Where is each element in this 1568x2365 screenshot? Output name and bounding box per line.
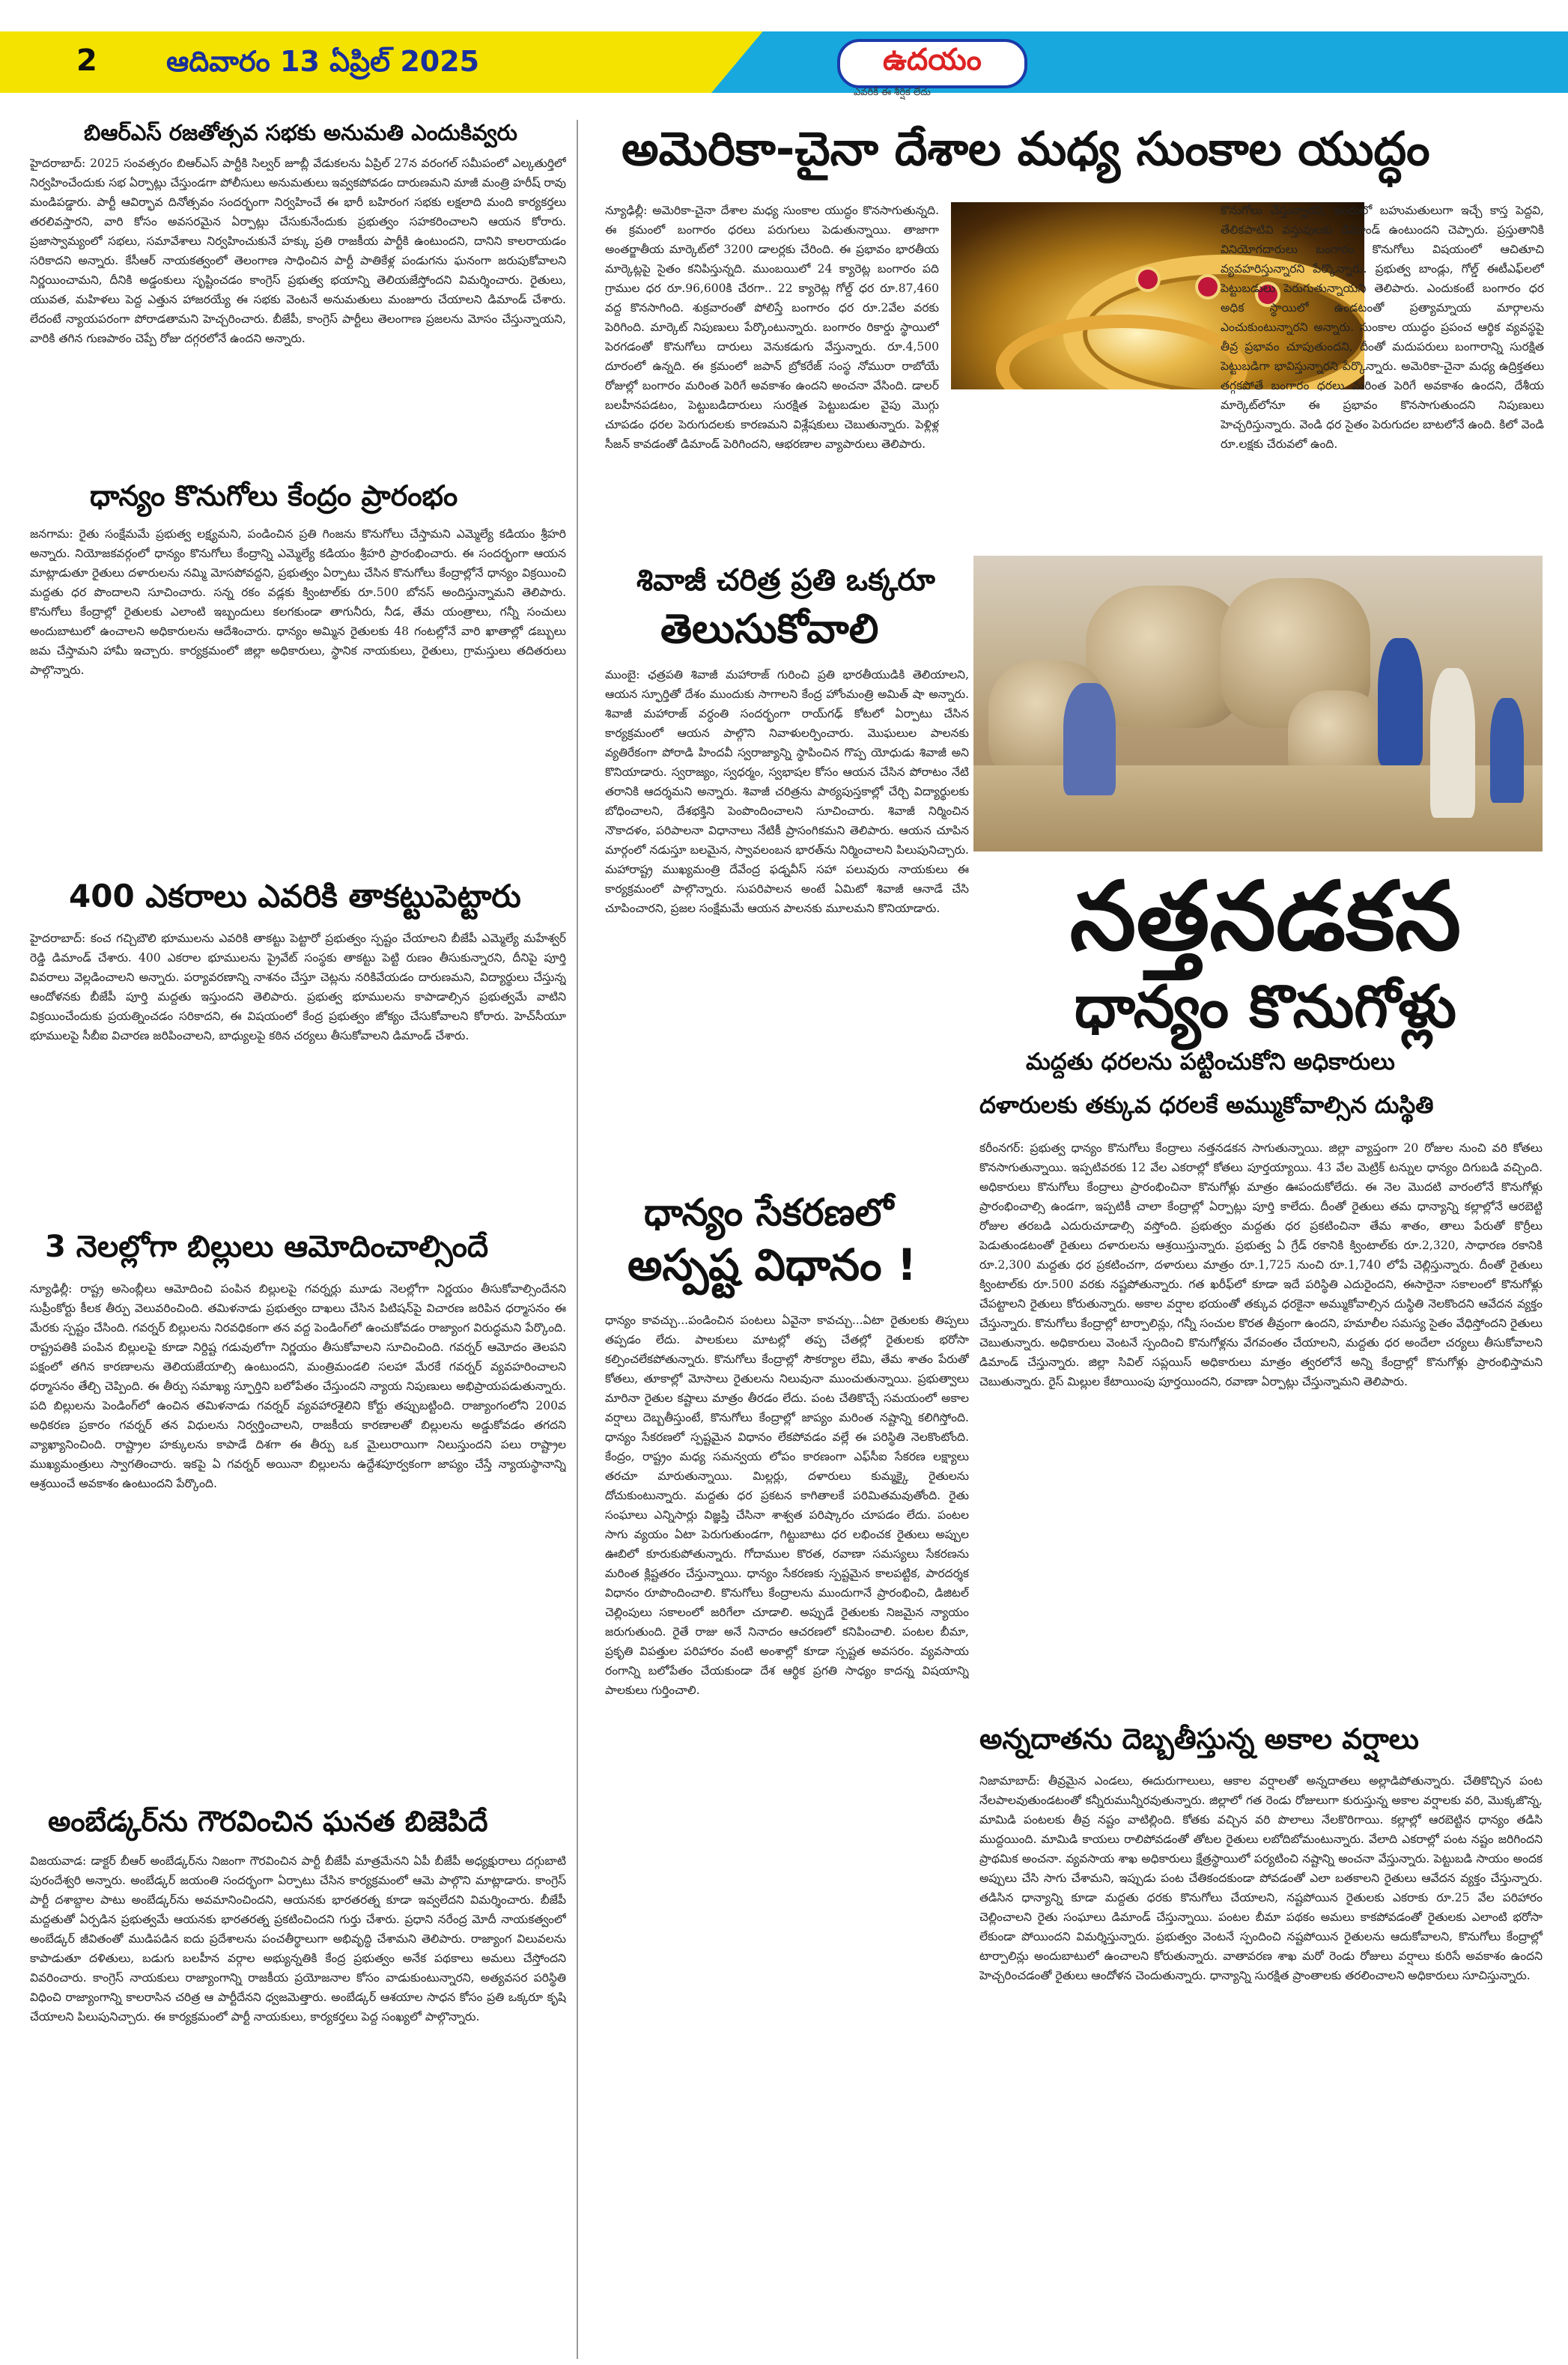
headline-dhanyam-konugollu: ధాన్యం కొనుగోళ్లు [1074,974,1457,1041]
article-nattanadaka-body: కరీంనగర్: ప్రభుత్వ ధాన్యం కొనుగోలు కేంద్రాలు నత్తనడకన సాగుతున్నాయి. జిల్లా వ్యాప్తంగా 20 రోజుల నుంచి వరి కోతలు కొనసాగుతున్నాయి. ఇప్పటివరకు 12 వేల ఎకరాల్లో కోతలు పూర్తయ్యాయి. 43 వేల మెట్రిక్ టన్నుల ధాన్యం దిగుబడి వచ్చింది. అధికారులు కొనుగోలు కేంద్రాలు ప్రారంభించినా కొనుగోళ్లు మాత్రం ఊపందుకోలేదు. ఈ నెల మొదటి వారంలోనే కొనుగోళ్లు ప్రారంభించాల్సి ఉండగా, ఇప్పటికీ చాలా కేంద్రాల్లో ఏర్పాట్లు పూర్తి కాలేదు. దీంతో రైతులు తమ ధాన్యాన్ని కల్లాల్లోనే ఆరబెట్టి రోజుల తరబడి ఎదురుచూడాల్సి వస్తోంది. ప్రభుత్వం మద్దతు ధర ప్రకటించినా తేమ శాతం, తాలు పేరుతో కొర్రీలు పెడుతుండటంతో రైతులు దళారులను ఆశ్రయిస్తున్నారు. ప్రభుత్వ ఏ గ్రేడ్ రకానికి క్వింటాల్‌కు రూ.2,320, సాధారణ రకానికి రూ.2,300 మద్దతు ధర ప్రకటించగా, దళారులు మాత్రం రూ.1,725 నుంచి రూ.1,740 లోపే చెల్లిస్తున్నారు. దీంతో రైతులు క్వింటాల్‌కు రూ.500 వరకు నష్టపోతున్నారు. గత ఖరీఫ్‌లో కూడా ఇదే పరిస్థితి ఎదురైందని, ఈసారైనా సకాలంలో కొనుగోళ్లు చేపట్టాలని రైతులు కోరుతున్నారు. అకాల వర్షాల భయంతో తక్కువ ధరకైనా అమ్ముకోవాల్సిన దుస్థితి నెలకొందని ఆవేదన వ్యక్తం చేస్తున్నారు. కొనుగోలు కేంద్రాల్లో టార్పాలిన్లు, గన్నీ సంచుల కొరత తీవ్రంగా ఉందని, హమాలీల సమస్య సైతం వేధిస్తోందని రైతులు చెబుతున్నారు. అధికారులు వెంటనే స్పందించి కొనుగోళ్లను వేగవంతం చేయాలని, మద్దతు ధర అందేలా చర్యలు తీసుకోవాలని డిమాండ్ చేస్తున్నారు. జిల్లా సివిల్ సప్లయిస్ అధికారులు మాత్రం త్వరలోనే అన్ని కేంద్రాల్లో కొనుగోళ్లు ప్రారంభిస్తామని చెబుతున్నారు. రైస్ మిల్లుల కేటాయింపు పూర్తయిందని, రవాణా ఏర్పాట్లు చేస్తున్నామని తెలిపారు. [979,1141,1543,1388]
headline-brs: బిఆర్ఎస్ రజతోత్సవ సభకు అనుమతి ఎందుకివ్వరు [84,120,517,145]
article-ambedkar-body: విజయవాడ: డాక్టర్ బీఆర్ అంబేడ్కర్‌ను నిజంగా గౌరవించిన పార్టీ బీజేపీ మాత్రమేనని ఏపీ బీజేపీ అధ్యక్షురాలు దగ్గుబాటి పురందేశ్వరి అన్నారు. అంబేడ్కర్ జయంతి సందర్భంగా ఏర్పాటు చేసిన కార్యక్రమంలో ఆమె పాల్గొని మాట్లాడారు. కాంగ్రెస్ పార్టీ దశాబ్దాల పాటు అంబేడ్కర్‌ను అవమానించిందని, ఆయనకు భారతరత్న కూడా ఇవ్వలేదని విమర్శించారు. బీజేపీ మద్దతుతో ఏర్పడిన ప్రభుత్వమే ఆయనకు భారతరత్న ప్రకటించిందని గుర్తు చేశారు. ప్రధాని నరేంద్ర మోదీ నాయకత్వంలో అంబేడ్కర్ జీవితంతో ముడిపడిన ఐదు ప్రదేశాలను పంచతీర్థాలుగా అభివృద్ధి చేశామని తెలిపారు. రాజ్యాంగ విలువలను కాపాడుతూ దళితులు, బడుగు బలహీన వర్గాల అభ్యున్నతికి కేంద్ర ప్రభుత్వం అనేక పథకాలు అమలు చేస్తోందని వివరించారు. కాంగ్రెస్ నాయకులు రాజ్యాంగాన్ని రాజకీయ ప్రయోజనాల కోసం వాడుకుంటున్నారని, అత్యవసర పరిస్థితి విధించి రాజ్యాంగాన్ని కాలరాసిన చరిత్ర ఆ పార్టీదేనని ధ్వజమెత్తారు. అంబేడ్కర్ ఆశయాల సాధన కోసం ప్రతి ఒక్కరూ కృషి చేయాలని పిలుపునిచ్చారు. ఈ కార్యక్రమంలో పార్టీ నాయకులు, కార్యకర్తలు పెద్ద సంఖ్యలో పాల్గొన్నారు. [30,1854,566,2024]
article-akala-body: నిజామాబాద్: తీవ్రమైన ఎండలు, ఈదురుగాలులు, ఆకాల వర్షాలతో అన్నదాతలు అల్లాడిపోతున్నారు. చేతికొచ్చిన పంట నేలపాలవుతుండటంతో కన్నీరుమున్నీరవుతున్నారు. జిల్లాలో గత రెండు రోజులుగా కురుస్తున్న అకాల వర్షాలకు వరి, మొక్కజొన్న, మామిడి పంటలకు తీవ్ర నష్టం వాటిల్లింది. కోతకు వచ్చిన వరి పొలాలు నేలకొరిగాయి. కల్లాల్లో ఆరబెట్టిన ధాన్యం తడిసి ముద్దయింది. మామిడి కాయలు రాలిపోవడంతో తోటల రైతులు లబోదిబోమంటున్నారు. వేలాది ఎకరాల్లో పంట నష్టం జరిగిందని ప్రాథమిక అంచనా. వ్యవసాయ శాఖ అధికారులు క్షేత్రస్థాయిలో పర్యటించి నష్టాన్ని అంచనా వేస్తున్నారు. పెట్టుబడి సాయం అందక అప్పులు చేసి సాగు చేశామని, ఇప్పుడు పంట చేతికందకుండా పోవడంతో ఎలా బతకాలని రైతులు ఆవేదన వ్యక్తం చేస్తున్నారు. తడిసిన ధాన్యాన్ని కూడా మద్దతు ధరకు కొనుగోలు చేయాలని, నష్టపోయిన రైతులకు ఎకరాకు రూ.25 వేల పరిహారం చెల్లించాలని రైతు సంఘాలు డిమాండ్ చేస్తున్నాయి. పంటల బీమా పథకం అమలు కాకపోవడంతో రైతులకు ఎలాంటి భరోసా లేకుండా పోయిందని విమర్శిస్తున్నారు. ప్రభుత్వం వెంటనే స్పందించి నష్టపోయిన రైతులను ఆదుకోవాలని, కొనుగోలు కేంద్రాల్లో టార్పాలిన్లు అందుబాటులో ఉంచాలని కోరుతున్నారు. వాతావరణ శాఖ మరో రెండు రోజులు వర్షాలు కురిసే అవకాశం ఉందని హెచ్చరించడంతో రైతులు ఆందోళన చెందుతున్నారు. ధాన్యాన్ని సురక్షిత ప్రాంతాలకు తరలించాలని అధికారులు సూచిస్తున్నారు. [979,1774,1543,1982]
article-bills-body: న్యూఢిల్లీ: రాష్ట్ర అసెంబ్లీలు ఆమోదించి పంపిన బిల్లులపై గవర్నర్లు మూడు నెలల్లోగా నిర్ణయం తీసుకోవాల్సిందేనని సుప్రీంకోర్టు కీలక తీర్పు వెలువరించింది. తమిళనాడు ప్రభుత్వం దాఖలు చేసిన పిటిషన్‌పై విచారణ జరిపిన ధర్మాసనం ఈ మేరకు స్పష్టం చేసింది. గవర్నర్ బిల్లులను నిరవధికంగా తన వద్ద పెండింగ్‌లో ఉంచుకోవడం రాజ్యాంగ విరుద్ధమని పేర్కొంది. రాష్ట్రపతికి పంపిన బిల్లులపై కూడా నిర్దిష్ట గడువులోగా నిర్ణయం తీసుకోవాలని సూచించింది. గవర్నర్ ఆమోదం తెలపని పక్షంలో తగిన కారణాలను తెలియజేయాల్సి ఉంటుందని, మంత్రిమండలి సలహా మేరకే గవర్నర్ వ్యవహరించాలని ధర్మాసనం తేల్చి చెప్పింది. ఈ తీర్పు సమాఖ్య స్ఫూర్తిని బలోపేతం చేస్తుందని న్యాయ నిపుణులు అభిప్రాయపడుతున్నారు. పది బిల్లులను పెండింగ్‌లో ఉంచిన తమిళనాడు గవర్నర్ వ్యవహారశైలిని కోర్టు తప్పుబట్టింది. రాజ్యాంగంలోని 200వ అధికరణ ప్రకారం గవర్నర్ తన విధులను నిర్వర్తించాలని, రాజకీయ కారణాలతో బిల్లులను అడ్డుకోవడం తగదని వ్యాఖ్యానించింది. రాష్ట్రాల హక్కులను కాపాడే దిశగా ఈ తీర్పు ఒక మైలురాయిగా నిలుస్తుందని పలు రాష్ట్రాల ముఖ్యమంత్రులు స్వాగతించారు. ఇకపై ఏ గవర్నర్ అయినా బిల్లులను ఉద్దేశపూర్వకంగా జాప్యం చేస్తే న్యాయస్థానాన్ని ఆశ్రయించే అవకాశం ఉంటుందని పేర్కొంది. [30,1282,566,1490]
article-brs-body: హైదరాబాద్: 2025 సంవత్సరం బిఆర్ఎస్ పార్టీకి సిల్వర్ జూబ్లీ వేడుకలను ఏప్రిల్ 27న వరంగల్ సమీపంలో ఎల్కతుర్తిలో నిర్వహించేందుకు సభ ఏర్పాట్లు చేస్తుండగా పోలీసులు అనుమతులు ఇవ్వకపోవడం దారుణమని మాజీ మంత్రి హరీష్ రావు మండిపడ్డారు. పార్టీ ఆవిర్భావ దినోత్సవం సందర్భంగా నిర్వహించే ఈ భారీ బహిరంగ సభకు లక్షలాది మంది కార్యకర్తలు తరలివస్తారని, వారి కోసం అవసరమైన ఏర్పాట్లు చేసుకునేందుకు ప్రభుత్వం సహకరించాలని ఆయన కోరారు. ప్రజాస్వామ్యంలో సభలు, సమావేశాలు నిర్వహించుకునే హక్కు ప్రతి రాజకీయ పార్టీకి ఉంటుందని, దానిని కాలరాయడం సరికాదని అన్నారు. కేసీఆర్ నాయకత్వంలో తెలంగాణ సాధించిన పార్టీ పాతికేళ్ల పండుగను ఘనంగా జరుపుకోవాలని నిర్ణయించామని, దీనికి అడ్డంకులు సృష్టించడం కాంగ్రెస్ ప్రభుత్వ భయాన్ని తెలియజేస్తోందని విమర్శించారు. రైతులు, యువత, మహిళలు పెద్ద ఎత్తున హాజరయ్యే ఈ సభకు వెంటనే అనుమతులు మంజూరు చేయాలని డిమాండ్ చేశారు. లేదంటే న్యాయపరంగా పోరాడతామని హెచ్చరించారు. బీజేపీ, కాంగ్రెస్ పార్టీలు తెలంగాణ ప్రజలను మోసం చేస్తున్నాయని, వారికి తగిన గుణపాఠం చెప్పే రోజు దగ్గరలోనే ఉందని అన్నారు. [30,157,566,345]
child-figure [1490,698,1524,803]
headline-shivaji-2: తెలుసుకోవాలి [660,605,879,652]
farmer-figure [1063,683,1116,795]
headline-akala: అన్నదాతను దెబ్బతీస్తున్న అకాల వర్షాలు [979,1722,1419,1755]
masthead-logo [837,39,1027,88]
page-number: 2 [76,43,97,78]
headline-ambedkar: అంబేడ్కర్‌ను గౌరవించిన ఘనత బిజెపిదే [48,1805,488,1838]
logo-text: ఉదయం [883,43,982,77]
headline-sekarana-2: అస్పష్ట విధానం ! [627,1239,917,1290]
article-america-china-body-left: న్యూఢిల్లీ: అమెరికా-చైనా దేశాల మధ్య సుంకాల యుద్ధం కొనసాగుతున్నది. ఈ క్రమంలో బంగారం ధరలు పరుగులు పెడుతున్నాయి. తాజాగా అంతర్జాతీయ మార్కెట్‌లో 3200 డాలర్లకు చేరింది. ఈ ప్రభావం భారతీయ మార్కెట్లపై సైతం కనిపిస్తున్నది. ముంబయిలో 24 క్యారెట్ల బంగారం పది గ్రాముల ధర రూ.96,600కి చేరగా.. 22 క్యారెట్ల గోల్డ్ ధర రూ.87,460 వద్ద కొనసాగింది. శుక్రవారంతో పోలిస్తే బంగారం ధర రూ.2వేల వరకు పెరిగింది. మార్కెట్ నిపుణులు పేర్కొంటున్నారు. బంగారం రికార్డు స్థాయిలో పెరగడంతో కొనుగోలు దారులు వెనుకడుగు వేస్తున్నారు. రూ.4,500 దూరంలో ఉన్నది. ఈ క్రమంలో జపాన్ బ్రోకరేజ్ సంస్థ నోమురా రాబోయే రోజుల్లో బంగారం మరింత పెరిగే అవకాశం ఉందని అంచనా వేసింది. డాలర్ బలహీనపడటం, పెట్టుబడిదారులు సురక్షిత పెట్టుబడుల వైపు మొగ్గు చూపడం ధరల పెరుగుదలకు కారణమని విశ్లేషకులు చెబుతున్నారు. పెళ్లిళ్ల సీజన్ కావడంతో డిమాండ్ పెరిగిందని, ఆభరణాల వ్యాపారులు తెలిపారు. [605,204,939,451]
headline-bills: 3 నెలల్లోగా బిల్లులు ఆమోదించాల్సిందే [45,1230,489,1264]
issue-date: ఆదివారం 13 ఏప్రిల్ 2025 [166,45,480,78]
ruby-gem [1198,277,1218,297]
article-america-china-body-right: కొనుగోలు చేస్తున్నారని, ఇందులో బహుమతులుగా ఇచ్చే కాస్త పెద్దవి, తేలికపాటివి వస్తువులకు డిమాండ్ ఉంటుందని చెప్పారు. ప్రస్తుతానికి వినియోగదారులు బంగారం కొనుగోలు విషయంలో ఆచితూచి వ్యవహరిస్తున్నారని పేర్కొన్నారు. ప్రభుత్వ బాండ్లు, గోల్డ్ ఈటీఎఫ్‌లలో పెట్టుబడులు పెరుగుతున్నాయని తెలిపారు. ఎందుకంటే బంగారం ధర అధిక స్థాయిలో ఉండటంతో ప్రత్యామ్నాయ మార్గాలను ఎంచుకుంటున్నారని అన్నారు. సుంకాల యుద్ధం ప్రపంచ ఆర్థిక వ్యవస్థపై తీవ్ర ప్రభావం చూపుతుందని, దీంతో మదుపరులు బంగారాన్ని సురక్షిత పెట్టుబడిగా భావిస్తున్నారని పేర్కొన్నారు. అమెరికా-చైనా మధ్య ఉద్రిక్తతలు తగ్గకపోతే బంగారం ధరలు మరింత పెరిగే అవకాశం ఉందని, దేశీయ మార్కెట్‌లోనూ ఈ ప్రభావం కొనసాగుతుందని నిపుణులు హెచ్చరిస్తున్నారు. వెండి ధర సైతం పెరుగుదల బాటలోనే ఉంది. కిలో వెండి రూ.లక్షకు చేరువలో ఉంది. [1221,204,1544,451]
article-dhanyam-kendram-body: జనగామ: రైతు సంక్షేమమే ప్రభుత్వ లక్ష్యమని, పండించిన ప్రతి గింజను కొనుగోలు చేస్తామని ఎమ్మెల్యే కడియం శ్రీహరి అన్నారు. నియోజకవర్గంలో ధాన్యం కొనుగోలు కేంద్రాన్ని ఎమ్మెల్యే కడియం శ్రీహరి ప్రారంభించారు. ఈ సందర్భంగా ఆయన మాట్లాడుతూ రైతులు దళారులను నమ్మి మోసపోవద్దని, ప్రభుత్వం ఏర్పాటు చేసిన కొనుగోలు కేంద్రాల్లోనే ధాన్యం విక్రయించి మద్దతు ధర పొందాలని సూచించారు. సన్న రకం వడ్లకు క్వింటాల్‌కు రూ.500 బోనస్ అందిస్తున్నామని తెలిపారు. కొనుగోలు కేంద్రాల్లో రైతులకు ఎలాంటి ఇబ్బందులు కలగకుండా తాగునీరు, నీడ, తేమ యంత్రాలు, గన్నీ సంచులు అందుబాటులో ఉంచాలని అధికారులను ఆదేశించారు. ధాన్యం అమ్మిన రైతులకు 48 గంటల్లోనే వారి ఖాతాల్లో డబ్బులు జమ చేస్తామని హామీ ఇచ్చారు. కార్యక్రమంలో జిల్లా అధికారులు, స్థానిక నాయకులు, రైతులు, గ్రామస్తులు తదితరులు పాల్గొన్నారు. [30,527,566,677]
masthead-tagline: ఎవరికీ ఈ శీర్షిక లేదు [854,87,931,98]
article-400-acres-body: హైదరాబాద్: కంచ గచ్చిబౌలి భూములను ఎవరికి తాకట్టు పెట్టారో ప్రభుత్వం స్పష్టం చేయాలని బీజేపీ ఎమ్మెల్యే మహేశ్వర్ రెడ్డి డిమాండ్ చేశారు. 400 ఎకరాల భూములను ప్రైవేట్ సంస్థకు తాకట్టు పెట్టి రుణం తీసుకున్నారని, దీనిపై పూర్తి వివరాలు వెల్లడించాలని అన్నారు. పర్యావరణాన్ని నాశనం చేస్తూ చెట్లను నరికివేయడం దారుణమని, విద్యార్థులు చేస్తున్న ఆందోళనకు బీజేపీ పూర్తి మద్దతు ఇస్తుందని తెలిపారు. ప్రభుత్వ భూములను కాపాడాల్సిన ప్రభుత్వమే వాటిని విక్రయించేందుకు ప్రయత్నించడం సరికాదని, ఈ విషయంలో కేంద్ర ప్రభుత్వం జోక్యం చేసుకోవాలని కోరారు. హెచ్‌సీయూ భూములపై సీబీఐ విచారణ జరిపించాలని, బాధ్యులపై కఠిన చర్యలు తీసుకోవాలని డిమాండ్ చేశారు. [30,932,566,1042]
headline-shivaji-1: శివాజీ చరిత్ర ప్రతి ఒక్కరూ [636,563,935,598]
headline-dhanyam-kendram: ధాన్యం కొనుగోలు కేంద్రం ప్రారంభం [90,479,458,512]
subheadline-dalarulu: దళారులకు తక్కువ ధరలకే అమ్ముకోవాల్సిన దుస్థితి [979,1092,1434,1119]
paddy-procurement-photo [973,556,1543,851]
ruby-gem [1138,270,1158,289]
column-divider [577,120,578,2359]
farmer-figure [1430,668,1475,818]
subheadline-maddatu: మద్దతు ధరలను పట్టించుకోని అధికారులు [1026,1048,1395,1075]
headline-america-china: అమెరికా-చైనా దేశాల మధ్య సుంకాల యుద్ధం [622,121,1430,176]
headline-400-acres: 400 ఎకరాలు ఎవరికి తాకట్టుపెట్టారు [69,878,521,914]
farmer-figure [1378,638,1423,765]
headline-sekarana-1: ధాన్యం సేకరణలో [644,1191,894,1234]
article-shivaji-body: ముంబై: ఛత్రపతి శివాజీ మహారాజ్ గురించి ప్రతి భారతీయుడికి తెలియాలని, ఆయన స్ఫూర్తితో దేశం ముందుకు సాగాలని కేంద్ర హోంమంత్రి అమిత్ షా అన్నారు. శివాజీ మహారాజ్ వర్ధంతి సందర్భంగా రాయ్‌గఢ్ కోటలో ఏర్పాటు చేసిన కార్యక్రమంలో ఆయన పాల్గొని నివాళులర్పించారు. మొఘలుల పాలనకు వ్యతిరేకంగా పోరాడి హిందవీ స్వరాజ్యాన్ని స్థాపించిన గొప్ప యోధుడు శివాజీ అని కొనియాడారు. స్వరాజ్యం, స్వధర్మం, స్వభాషల కోసం ఆయన చేసిన పోరాటం నేటి తరానికి ఆదర్శమని అన్నారు. శివాజీ చరిత్రను పాఠ్యపుస్తకాల్లో చేర్చి విద్యార్థులకు బోధించాలని, దేశభక్తిని పెంపొందించాలని సూచించారు. శివాజీ నిర్మించిన నౌకాదళం, పరిపాలనా విధానాలు నేటికీ ప్రాసంగికమని తెలిపారు. ఆయన చూపిన మార్గంలో నడుస్తూ బలమైన, స్వావలంబన భారత్‌ను నిర్మించాలని పిలుపునిచ్చారు. మహారాష్ట్ర ముఖ్యమంత్రి దేవేంద్ర ఫడ్నవీస్ సహా పలువురు నాయకులు ఈ కార్యక్రమంలో పాల్గొన్నారు. సుపరిపాలన అంటే ఏమిటో శివాజీ ఆనాడే చేసి చూపించారని, ప్రజల సంక్షేమమే ఆయన పాలనకు మూలమని కొనియాడారు. [605,668,969,915]
article-sekarana-body: ధాన్యం కావచ్చు...పండించిన పంటలు ఏవైనా కావచ్చు...ఏటా రైతులకు తిప్పలు తప్పడం లేదు. పాలకులు మాటల్లో తప్ప చేతల్లో రైతులకు భరోసా కల్పించలేకపోతున్నారు. కొనుగోలు కేంద్రాల్లో సౌకర్యాల లేమి, తేమ శాతం పేరుతో కోతలు, తూకాల్లో మోసాలు రైతులను నిలువునా ముంచుతున్నాయి. ప్రభుత్వాలు మారినా రైతుల కష్టాలు మాత్రం తీరడం లేదు. పంట చేతికొచ్చే సమయంలో అకాల వర్షాలు దెబ్బతీస్తుంటే, కొనుగోలు కేంద్రాల్లో జాప్యం మరింత నష్టాన్ని కలిగిస్తోంది. ధాన్యం సేకరణలో స్పష్టమైన విధానం లేకపోవడం వల్లే ఈ పరిస్థితి నెలకొంటోంది. కేంద్రం, రాష్ట్రం మధ్య సమన్వయ లోపం కారణంగా ఎఫ్‌సీఐ సేకరణ లక్ష్యాలు తరచూ మారుతున్నాయి. మిల్లర్లు, దళారులు కుమ్మక్కై రైతులను దోచుకుంటున్నారు. మద్దతు ధర ప్రకటన కాగితాలకే పరిమితమవుతోంది. రైతు సంఘాలు ఎన్నిసార్లు విజ్ఞప్తి చేసినా శాశ్వత పరిష్కారం చూపడం లేదు. పంటల సాగు వ్యయం ఏటా పెరుగుతుండగా, గిట్టుబాటు ధర లభించక రైతులు అప్పుల ఊబిలో కూరుకుపోతున్నారు. గోదాముల కొరత, రవాణా సమస్యలు సేకరణను మరింత క్లిష్టతరం చేస్తున్నాయి. ధాన్యం సేకరణకు స్పష్టమైన కాలపట్టిక, పారదర్శక విధానం రూపొందించాలి. కొనుగోలు కేంద్రాలను ముందుగానే ప్రారంభించి, డిజిటల్ చెల్లింపులు సకాలంలో జరిగేలా చూడాలి. అప్పుడే రైతులకు నిజమైన న్యాయం జరుగుతుంది. రైతే రాజు అనే నినాదం ఆచరణలో కనిపించాలి. పంటల బీమా, ప్రకృతి విపత్తుల పరిహారం వంటి అంశాల్లో కూడా స్పష్టత అవసరం. వ్యవసాయ రంగాన్ని బలోపేతం చేయకుండా దేశ ఆర్థిక ప్రగతి సాధ్యం కాదన్న విషయాన్ని పాలకులు గుర్తించాలి. [605,1314,969,1697]
headline-nattanadaka: నత్తనడకన [1069,861,1462,971]
